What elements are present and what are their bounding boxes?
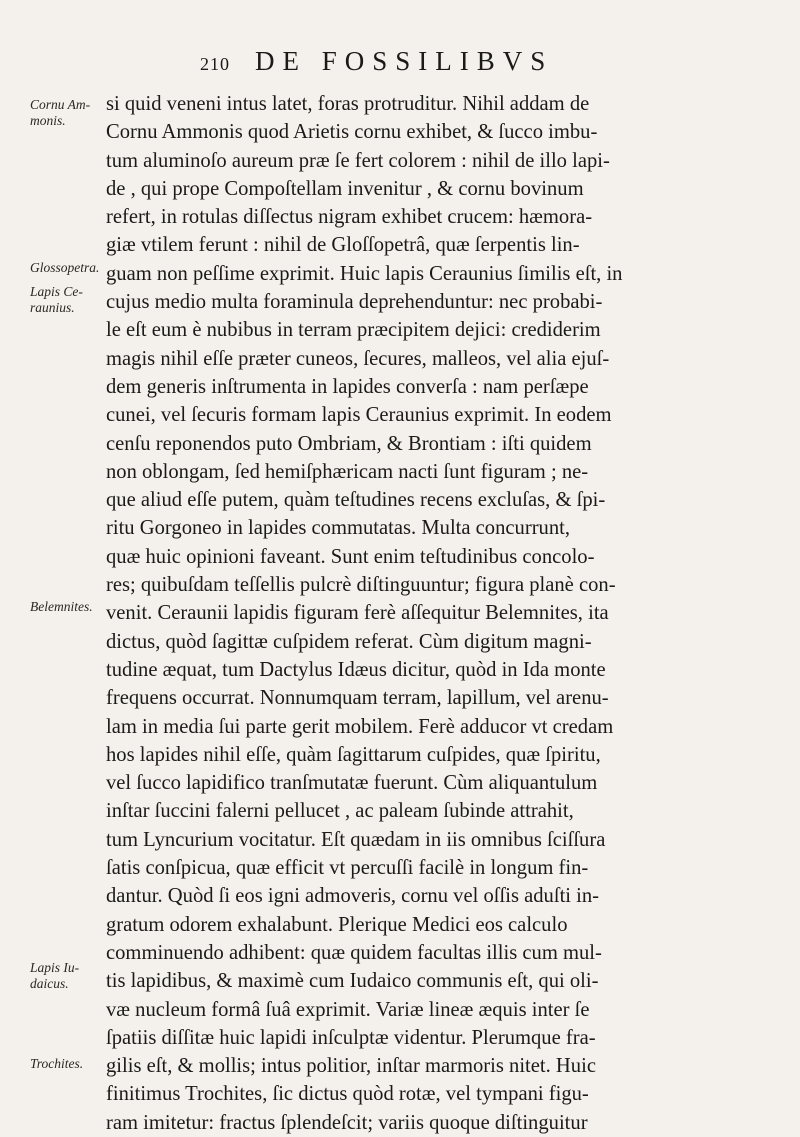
running-title: DE FOSSILIBVS [255, 46, 554, 76]
text-line: lam in media ſui parte gerit mobilem. Ferè adducor vt credam [106, 715, 614, 738]
text-line: que aliud eſſe putem, quàm teſtudines recens excluſas, & ſpi- [106, 489, 606, 512]
text-line: væ nucleum formâ ſuâ exprimit. Variæ lineæ æquis inter ſe [106, 998, 590, 1021]
text-line: comminuendo adhibent: quæ quidem facultas illis cum mul- [106, 941, 602, 964]
text-line: cujus medio multa foraminula deprehenduntur: nec probabi- [106, 291, 603, 314]
text-line: giæ vtilem ferunt : nihil de Gloſſopetrâ, quæ ſerpentis lin- [106, 234, 580, 257]
margin-note-glossopetra: Glossopetra. [30, 260, 100, 275]
text-line: tum Lyncurium vocitatur. Eſt quædam in iis omnibus ſciſſura [106, 828, 606, 851]
text-line: dantur. Quòd ſi eos igni admoveris, cornu vel oſſis aduſti in- [106, 885, 600, 908]
text-line: ſpatiis diſſitæ huic lapidi inſculptæ videntur. Plerumque fra- [106, 1026, 596, 1049]
margin-note-belemnites: Belemnites. [30, 599, 93, 614]
margin-note-trochites: Trochites. [30, 1056, 84, 1071]
text-line: guam non peſſime exprimit. Huic lapis Ceraunius ſimilis eſt, in [106, 262, 623, 285]
margin-note-lapis-iudaicus: Lapis Iu- daicus. [30, 960, 80, 991]
text-line: gilis eſt, & mollis; intus politior, inſtar marmoris nitet. Huic [106, 1055, 596, 1078]
margin-notes [0, 0, 100, 1132]
text-line: gratum odorem exhalabunt. Plerique Medici eos calculo [106, 913, 568, 936]
text-line: frequens occurrat. Nonnumquam terram, lapillum, vel arenu- [106, 687, 609, 710]
text-line: finitimus Trochites, ſic dictus quòd rotæ, vel tympani figu- [106, 1083, 589, 1106]
page-number: 210 [200, 54, 230, 74]
text-line: ſatis conſpicua, quæ efficit vt percuſſi facilè in longum fin- [106, 857, 589, 880]
text-line: vel ſucco lapidifico tranſmutatæ fuerunt. Cùm aliquantulum [106, 772, 598, 795]
text-line: refert, in rotulas diſſectus nigram exhibet crucem: hæmora- [106, 206, 593, 229]
text-line: dictus, quòd ſagittæ cuſpidem referat. Cùm digitum magni- [106, 630, 592, 653]
text-line: quæ huic opinioni faveant. Sunt enim teſtudinibus concolo- [106, 545, 595, 568]
text-line: tis lapidibus, & maximè cum Iudaico communis eſt, qui oli- [106, 970, 599, 993]
text-line: tum aluminoſo aureum præ ſe fert colorem : nihil de illo lapi- [106, 149, 610, 172]
text-line: non oblongam, ſed hemiſphæricam nacti ſunt figuram ; ne- [106, 460, 589, 483]
text-line: res; quibuſdam teſſellis pulcrè diſtinguuntur; figura planè con- [106, 574, 616, 597]
text-line: venit. Ceraunii lapidis figuram ferè aſſequitur Belemnites, ita [106, 602, 609, 625]
text-line: cenſu reponendos puto Ombriam, & Brontiam : iſti quidem [106, 432, 592, 455]
text-line: cunei, vel ſecuris formam lapis Ceraunius exprimit. In eodem [106, 404, 612, 427]
text-line: de , qui prope Compoſtellam invenitur , & cornu bovinum [106, 177, 584, 200]
text-line: ram imitetur: fractus ſplendeſcit; variis quoque diſtinguitur [106, 1111, 588, 1134]
text-line: magis nihil eſſe præter cuneos, ſecures, malleos, vel alia ejuſ- [106, 347, 610, 370]
text-line: Cornu Ammonis quod Arietis cornu exhibet, & ſucco imbu- [106, 121, 598, 144]
margin-note-cornu-ammonis: Cornu Am- monis. [30, 97, 91, 128]
text-line: inſtar ſuccini falerni pellucet , ac paleam ſubinde attrahit, [106, 800, 574, 823]
text-line: hos lapides nihil eſſe, quàm ſagittarum cuſpides, quæ ſpiritu, [106, 743, 601, 766]
text-line: tudine æquat, tum Dactylus Idæus dicitur, quòd in Ida monte [106, 658, 606, 681]
text-line: ritu Gorgoneo in lapides commutatas. Multa concurrunt, [106, 517, 571, 540]
page-header [0, 46, 800, 86]
body-text [106, 90, 788, 1137]
margin-note-lapis-ceraunius: Lapis Ce- raunius. [30, 284, 83, 315]
text-line: le eſt eum è nubibus in terram præcipitem dejici: crediderim [106, 319, 601, 342]
text-line: si quid veneni intus latet, foras protruditur. Nihil addam de [106, 93, 590, 115]
text-line: dem generis inſtrumenta in lapides converſa : nam perſæpe [106, 375, 589, 398]
